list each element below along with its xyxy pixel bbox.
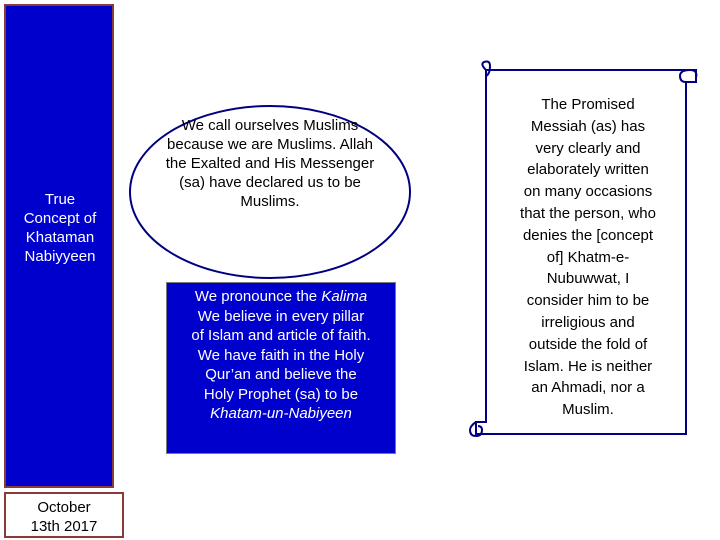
sidebar-title-line: True	[44, 191, 76, 208]
scroll-line: The Promised	[541, 96, 635, 113]
date-line: October	[37, 499, 91, 516]
sidebar-title-line: Nabiyyeen	[24, 248, 96, 265]
date-line: 13th 2017	[30, 518, 98, 535]
faith-line: Qur’an and believe the	[205, 366, 357, 383]
scroll-line: Nubuwwat, I	[546, 270, 630, 288]
scroll-line: Messiah (as) has	[530, 117, 646, 135]
ellipse-line: the Exalted and His Messenger	[165, 155, 375, 172]
sidebar-title	[12, 190, 108, 266]
faith-kalima: Kalima	[321, 288, 368, 305]
scroll-line: irreligious and	[541, 313, 635, 331]
scroll-line: Muslim.	[562, 401, 614, 419]
faith-line: We have faith in the Holy	[197, 346, 365, 364]
sidebar-title-line: Khataman	[25, 229, 95, 246]
ellipse-line: We call ourselves Muslims	[181, 117, 359, 134]
sidebar-title-line: Concept of	[23, 210, 97, 227]
scroll-line: elaborately written	[527, 161, 649, 179]
faith-line: We believe in every pillar	[197, 307, 365, 325]
scroll-text	[490, 94, 686, 421]
faith-line-1	[167, 287, 395, 307]
faith-line-1-prefix: We pronounce the	[194, 288, 322, 305]
scroll-line: an Ahmadi, nor a	[531, 379, 645, 397]
faith-last-line: Khatam-un-Nabiyeen	[210, 405, 352, 422]
scroll-line: that the person, who	[520, 204, 656, 222]
sidebar-panel	[4, 4, 114, 488]
scroll-line: on many occasions	[523, 183, 653, 201]
scroll-line: very clearly and	[535, 139, 641, 157]
ellipse-text	[142, 116, 398, 211]
faith-line: Holy Prophet (sa) to be	[203, 385, 359, 403]
scroll-line: outside the fold of	[528, 335, 648, 353]
ellipse-line: Muslims.	[240, 193, 300, 210]
scroll-line: of] Khatm-e-	[546, 248, 630, 266]
scroll-line: denies the [concept	[522, 226, 654, 244]
faith-box	[166, 282, 396, 454]
scroll-line: Islam. He is neither	[523, 357, 653, 375]
ellipse-line: (sa) have declared us to be	[179, 174, 361, 191]
scroll-line: consider him to be	[526, 292, 650, 310]
ellipse-line: because we are Muslims. Allah	[167, 136, 373, 153]
faith-line: of Islam and article of faith.	[191, 327, 371, 344]
date-box	[4, 492, 124, 538]
